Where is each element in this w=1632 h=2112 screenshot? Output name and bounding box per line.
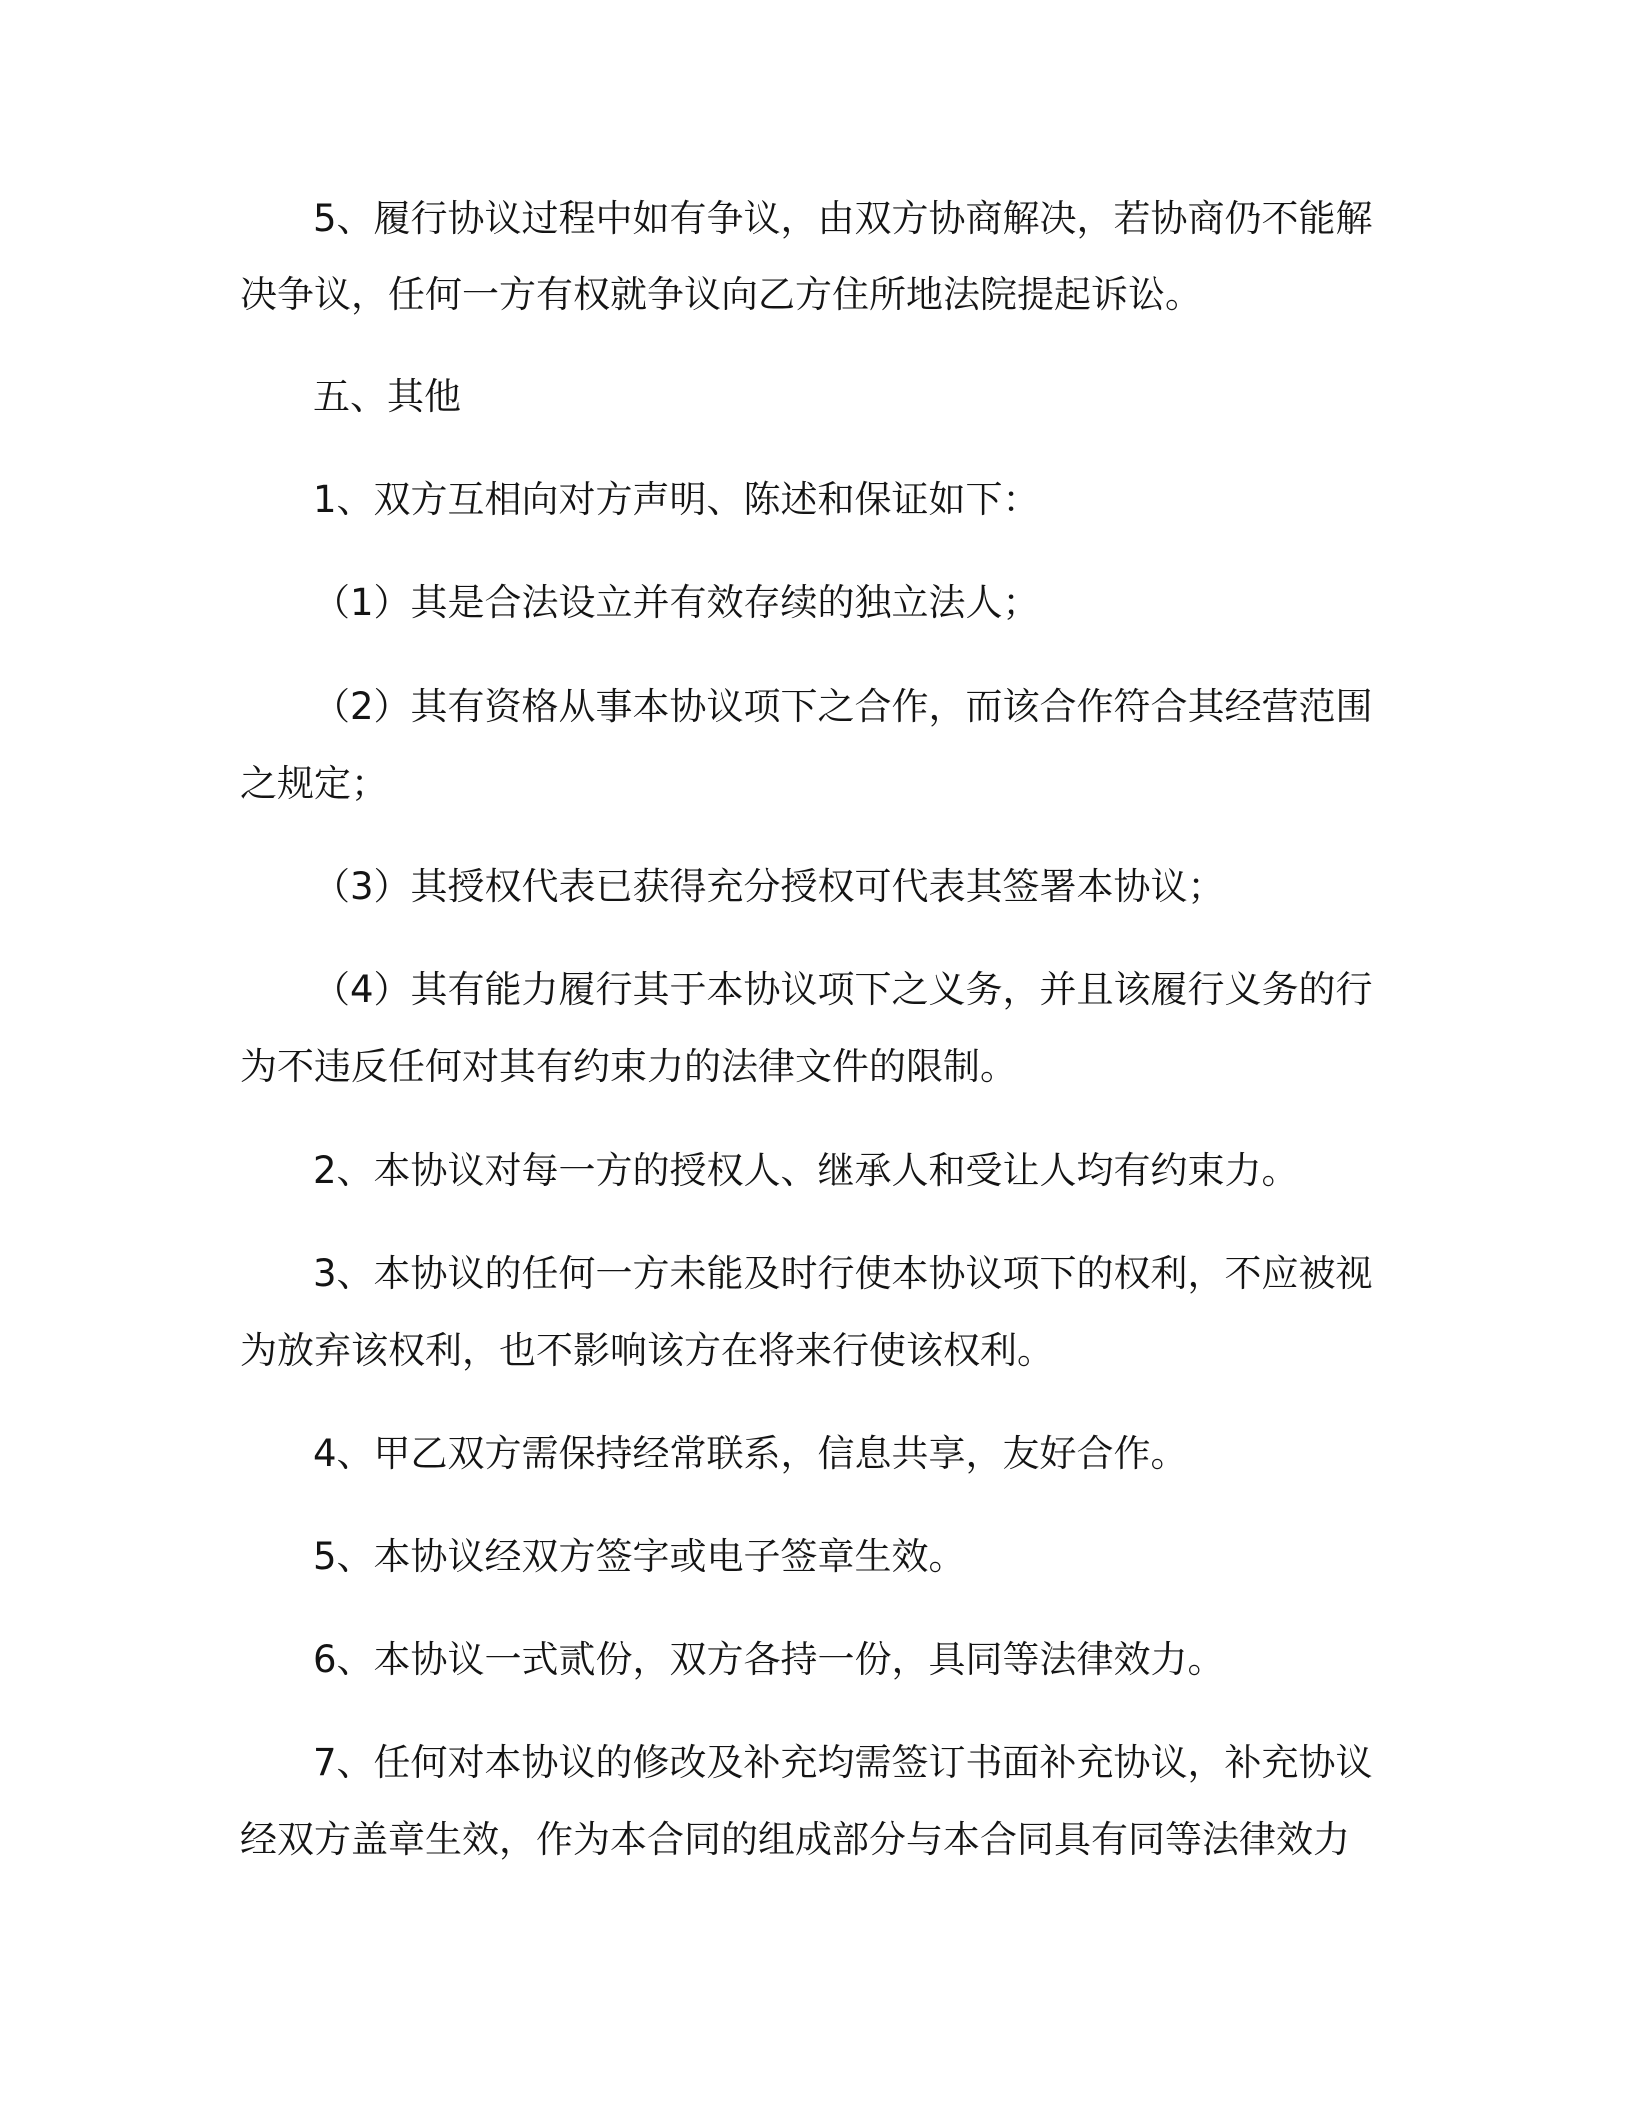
item-2-qualification-line-1: （2）其有资格从事本协议项下之合作，而该合作符合其经营范围 (313, 685, 1373, 728)
item-2-qualification-line-2: 之规定； (240, 762, 388, 805)
item-1-legal-entity: （1）其是合法设立并有效存续的独立法人； (313, 581, 1040, 624)
clause-5-dispute-line-2: 决争议，任何一方有权就争议向乙方住所地法院提起诉讼。 (240, 273, 1202, 316)
clause-3-waiver-line-1: 3、本协议的任何一方未能及时行使本协议项下的权利，不应被视 (313, 1252, 1373, 1295)
clause-5-dispute-line-1: 5、履行协议过程中如有争议，由双方协商解决，若协商仍不能解 (313, 197, 1373, 240)
item-4-capacity-line-2: 为不违反任何对其有约束力的法律文件的限制。 (240, 1045, 1017, 1088)
item-4-capacity-line-1: （4）其有能力履行其于本协议项下之义务，并且该履行义务的行 (313, 968, 1373, 1011)
clause-6-copies: 6、本协议一式贰份，双方各持一份，具同等法律效力。 (313, 1638, 1225, 1681)
clause-7-amendments-line-2: 经双方盖章生效，作为本合同的组成部分与本合同具有同等法律效力 (240, 1818, 1350, 1861)
clause-3-waiver-line-2: 为放弃该权利，也不影响该方在将来行使该权利。 (240, 1329, 1054, 1372)
clause-2-binding: 2、本协议对每一方的授权人、继承人和受让人均有约束力。 (313, 1149, 1299, 1192)
clause-4-cooperation: 4、甲乙双方需保持经常联系，信息共享，友好合作。 (313, 1432, 1188, 1475)
clause-7-amendments-line-1: 7、任何对本协议的修改及补充均需签订书面补充协议，补充协议 (313, 1741, 1373, 1784)
item-3-authorization: （3）其授权代表已获得充分授权可代表其签署本协议； (313, 865, 1225, 908)
clause-5-effectiveness: 5、本协议经双方签字或电子签章生效。 (313, 1535, 966, 1578)
clause-1-declarations: 1、双方互相向对方声明、陈述和保证如下： (313, 478, 1040, 521)
section-heading-other: 五、其他 (313, 375, 461, 418)
